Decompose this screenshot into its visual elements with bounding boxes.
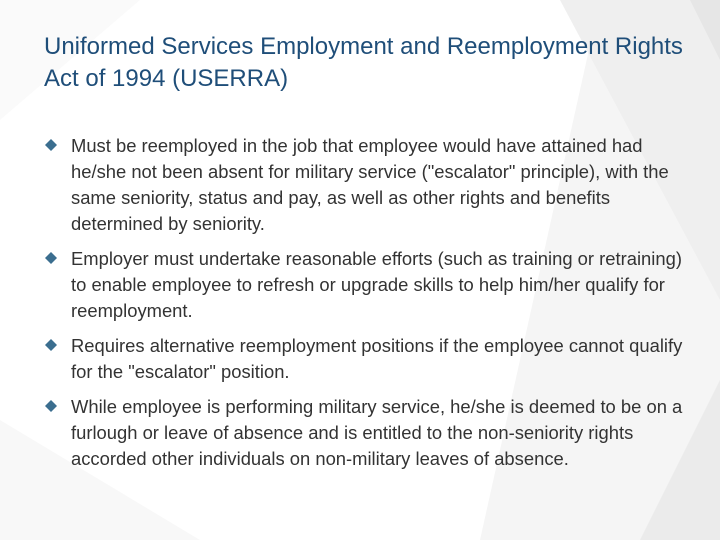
bullet-text: While employee is performing military service, he/she is deemed to be on a furlough or leave of absence and is entitled to the non-seniority rights accorded other individuals on non-military leaves of absence.	[71, 396, 683, 469]
diamond-bullet-icon	[45, 252, 57, 264]
bullet-text: Requires alternative reemployment positions if the employee cannot qualify for the "escalator" position.	[71, 335, 683, 382]
bullet-list	[45, 133, 685, 481]
slide-title: Uniformed Services Employment and Reemployment Rights Act of 1994 (USERRA)	[44, 33, 683, 92]
bullet-text: Must be reemployed in the job that employee would have attained had he/she not been absent for military service ("escalator" principle), with the same seniority, status and pay, as well as other rights and benefits determined by seniority.	[71, 135, 669, 234]
diamond-bullet-icon	[45, 339, 57, 351]
list-item	[45, 394, 685, 472]
bullet-text: Employer must undertake reasonable efforts (such as training or retraining) to enable employee to refresh or upgrade skills to help him/her qualify for reemployment.	[71, 248, 682, 321]
diamond-bullet-icon	[45, 139, 57, 151]
list-item	[45, 133, 685, 237]
list-item	[45, 246, 685, 324]
diamond-bullet-icon	[45, 400, 57, 412]
list-item	[45, 333, 685, 385]
